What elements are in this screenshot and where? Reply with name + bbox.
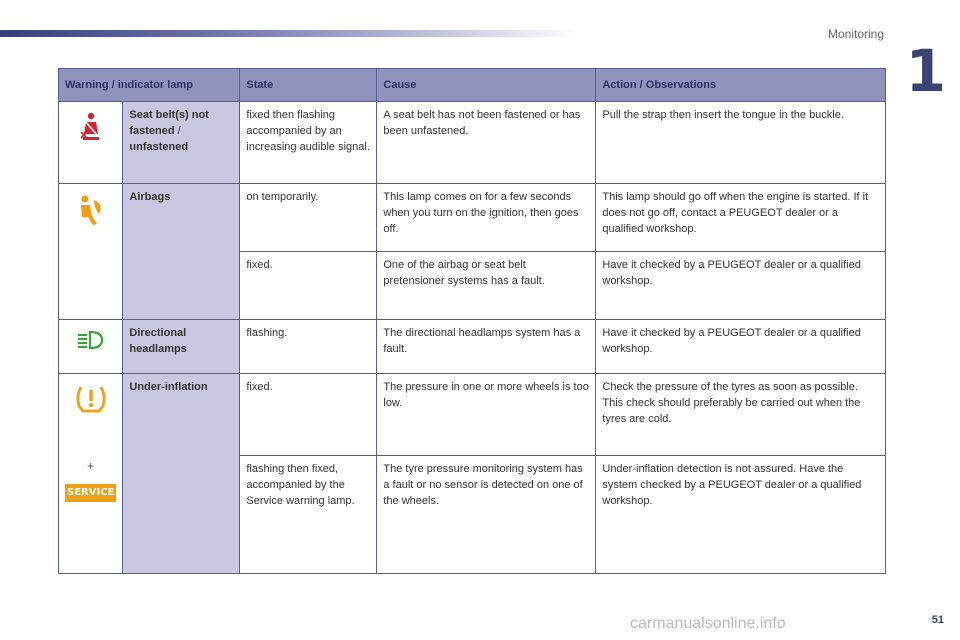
state-cell: fixed then flashing accompanied by an increasing audible signal. [240,102,377,184]
column-header-state: State [240,69,377,102]
lamp-name-seatbelt [123,102,240,184]
icon-cell [59,320,123,374]
warning-lamp-table [58,68,886,574]
icon-cell [59,374,123,574]
service-icon: SERVICE [65,484,116,502]
table-row [59,184,886,252]
action-cell: Under-inflation detection is not assured. Have the system checked by a PEUGEOT dealer or a qualified workshop. [596,456,886,574]
section-title: Monitoring [827,27,884,41]
plus-sign: + [87,459,95,473]
action-cell: Have it checked by a PEUGEOT dealer or a qualified workshop. [596,320,886,374]
column-header-action: Action / Observations [596,69,886,102]
icon-cell [59,102,123,184]
state-cell: fixed. [240,252,377,320]
icon-cell [59,184,123,320]
watermark: carmanualsonline.info [630,615,786,632]
action-cell: This lamp should go off when the engine is started. If it does not go off, contact a PEUGEOT dealer or a qualified workshop. [596,184,886,252]
header-gradient-bar [0,30,580,37]
lamp-name-underinflation: Under-inflation [123,374,240,574]
table-row [59,102,886,184]
column-header-lamp: Warning / indicator lamp [59,69,240,102]
state-cell: fixed. [240,374,377,456]
state-cell: flashing then fixed, accompanied by the Service warning lamp. [240,456,377,574]
cause-cell: The tyre pressure monitoring system has a fault or no sensor is detected on one of the wheels. [377,456,596,574]
table-row [59,320,886,374]
directional-headlamp-icon [65,330,116,350]
page-number: 51 [931,614,944,626]
lamp-name-separator: / [174,125,181,137]
cause-cell: The directional headlamps system has a fault. [377,320,596,374]
action-cell: Pull the strap then insert the tongue in the buckle. [596,102,886,184]
table-row [59,374,886,456]
seatbelt-icon [65,112,116,142]
action-cell: Check the pressure of the tyres as soon as possible. This check should preferably be carried out when the tyres are cold. [596,374,886,456]
lamp-name-text: Seat belt(s) not fastened [129,109,209,137]
lamp-name-text-2: unfastened [129,141,189,153]
tyre-underinflation-icon [65,384,116,414]
column-header-cause: Cause [377,69,596,102]
lamp-name-directional: Directional headlamps [123,320,240,374]
state-cell: on temporarily. [240,184,377,252]
table-header-row [59,69,886,102]
cause-cell: A seat belt has not been fastened or has been unfastened. [377,102,596,184]
lamp-name-airbags: Airbags [123,184,240,320]
chapter-number: 1 [905,37,946,105]
cause-cell: This lamp comes on for a few seconds when you turn on the ignition, then goes off. [377,184,596,252]
state-cell: flashing. [240,320,377,374]
action-cell: Have it checked by a PEUGEOT dealer or a qualified workshop. [596,252,886,320]
cause-cell: The pressure in one or more wheels is too low. [377,374,596,456]
cause-cell: One of the airbag or seat belt pretensioner systems has a fault. [377,252,596,320]
airbag-icon [65,194,116,226]
